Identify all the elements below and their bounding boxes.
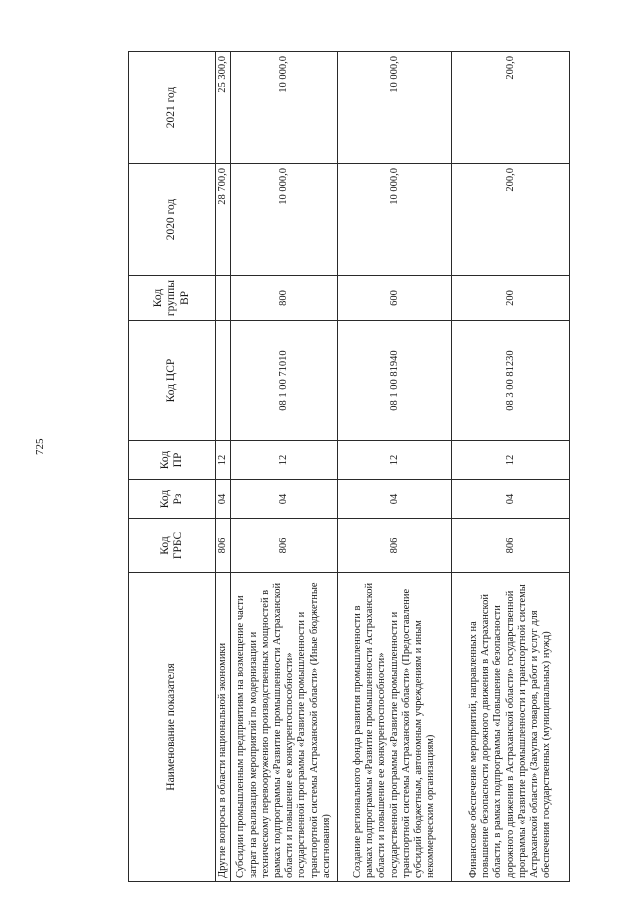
table-header-row [129, 52, 216, 882]
cell-2020: 200,0 [452, 164, 570, 276]
cell-name: Создание регионального фонда развития промышленности в рамках подпрограммы «Развитие промышленности Астраханской области и повышение ее конкурентоспособности» государственной программы «Развитие промышленности и транспортной системы Астраханской области» (Предоставление субсидий бюджетным, автономным учреждениям и иным некоммерческим организациям) [338, 573, 452, 882]
header-grbs: Код ГРБС [129, 519, 216, 573]
cell-2021: 10 000,0 [338, 52, 452, 164]
table-row [338, 52, 452, 882]
table-row [231, 52, 338, 882]
cell-2020: 10 000,0 [231, 164, 338, 276]
cell-pr: 12 [231, 441, 338, 480]
cell-pr: 12 [338, 441, 452, 480]
cell-vr: 800 [231, 276, 338, 321]
table-row [452, 52, 570, 882]
cell-csr: 08 3 00 81230 [452, 321, 570, 441]
cell-grbs: 806 [216, 519, 231, 573]
cell-2021: 10 000,0 [231, 52, 338, 164]
cell-pr: 12 [452, 441, 570, 480]
cell-grbs: 806 [338, 519, 452, 573]
header-csr: Код ЦСР [129, 321, 216, 441]
header-vr: Код группы ВР [129, 276, 216, 321]
budget-table [128, 51, 570, 882]
rotated-page-content [128, 52, 610, 882]
cell-pr: 12 [216, 441, 231, 480]
table-row [216, 52, 231, 882]
cell-name: Другие вопросы в области национальной экономики [216, 573, 231, 882]
cell-rz: 04 [452, 480, 570, 519]
cell-2021: 200,0 [452, 52, 570, 164]
cell-rz: 04 [231, 480, 338, 519]
cell-rz: 04 [338, 480, 452, 519]
header-name: Наименование показателя [129, 573, 216, 882]
cell-rz: 04 [216, 480, 231, 519]
page-number: 725 [34, 438, 46, 455]
header-2020: 2020 год [129, 164, 216, 276]
cell-vr: 200 [452, 276, 570, 321]
cell-csr: 08 1 00 81940 [338, 321, 452, 441]
cell-name: Финансовое обеспечение мероприятий, направленных на повышение безопасности дорожного движения в Астраханской области, в рамках подпрограммы «Повышение безопасности дорожного движения в Астраханской области» государственной программы «Развитие промышленности и транспортной системы Астраханской области» (Закупка товаров, работ и услуг для обеспечения государственных (муниципальных) нужд) [452, 573, 570, 882]
header-2021: 2021 год [129, 52, 216, 164]
cell-csr [216, 321, 231, 441]
header-pr: Код ПР [129, 441, 216, 480]
cell-2020: 28 700,0 [216, 164, 231, 276]
cell-grbs: 806 [231, 519, 338, 573]
cell-csr: 08 1 00 71010 [231, 321, 338, 441]
cell-2021: 25 300,0 [216, 52, 231, 164]
cell-name: Субсидии промышленным предприятиям на возмещение части затрат на реализацию мероприятий по модернизации и техническому перевооружению производственных мощностей в рамках подпрограммы «Развитие промышленности Астраханской области и повышение ее конкурентоспособности» государственной программы «Развитие промышленности и транспортной системы Астраханской области» (Иные бюджетные ассигнования) [231, 573, 338, 882]
cell-2020: 10 000,0 [338, 164, 452, 276]
header-rz: Код Рз [129, 480, 216, 519]
cell-vr [216, 276, 231, 321]
cell-grbs: 806 [452, 519, 570, 573]
cell-vr: 600 [338, 276, 452, 321]
